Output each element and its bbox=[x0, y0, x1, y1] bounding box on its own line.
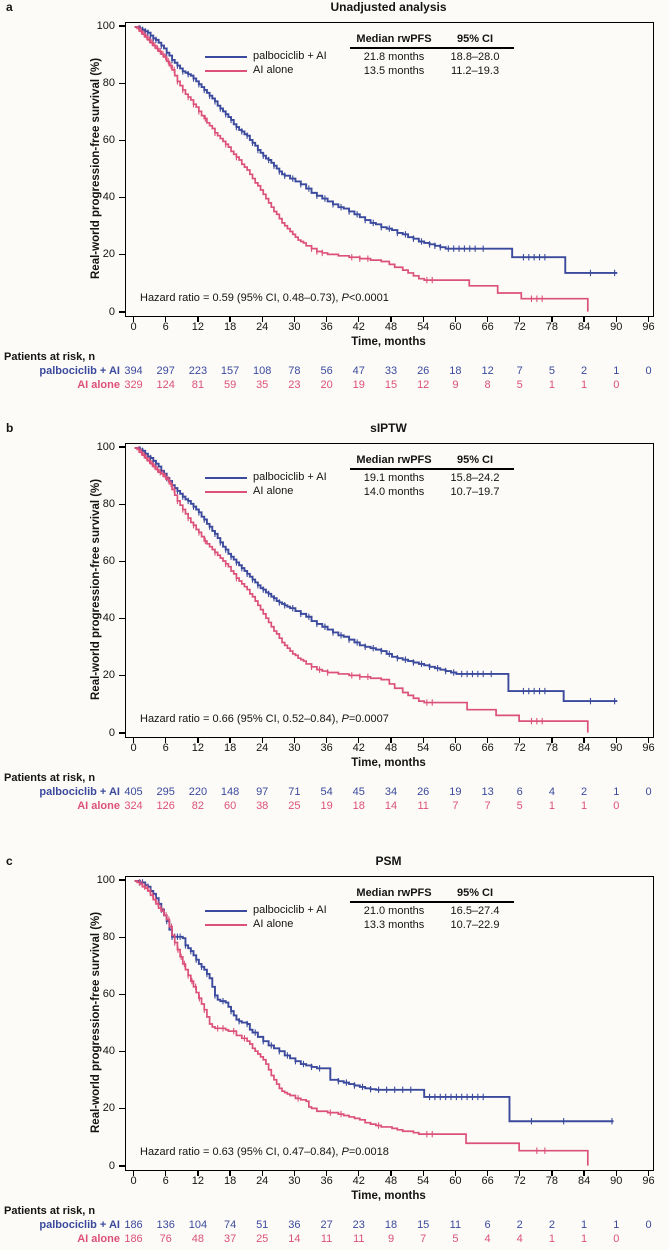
risk-count: 27 bbox=[320, 1219, 333, 1231]
risk-count: 23 bbox=[352, 1219, 365, 1231]
risk-count: 126 bbox=[156, 800, 175, 812]
risk-count: 0 bbox=[645, 1219, 652, 1231]
stats-header-median: Median rwPFS bbox=[356, 887, 432, 899]
risk-count: 324 bbox=[124, 800, 143, 812]
x-tick-label: 24 bbox=[256, 321, 269, 333]
legend-label-palbociclib: palbociclib + AI bbox=[253, 904, 327, 916]
x-tick-label: 18 bbox=[223, 1175, 237, 1187]
risk-count: 38 bbox=[256, 800, 269, 812]
y-tick-mark bbox=[119, 254, 125, 255]
median-ai-alone: 13.3 months bbox=[363, 919, 425, 931]
legend-label-palbociclib: palbociclib + AI bbox=[253, 471, 327, 483]
x-tick-label: 78 bbox=[545, 742, 559, 754]
legend-line-palbociclib bbox=[205, 910, 247, 912]
risk-count: 18 bbox=[352, 800, 365, 812]
y-tick-label: 100 bbox=[96, 440, 115, 453]
risk-count: 19 bbox=[320, 800, 333, 812]
censor-ticks-palbociclib bbox=[140, 446, 615, 704]
risk-table-header: Patients at risk, n bbox=[4, 1205, 96, 1217]
x-tick-label: 78 bbox=[545, 1175, 559, 1187]
y-tick-label: 80 bbox=[102, 497, 115, 510]
panel-title: sIPTW bbox=[370, 421, 407, 435]
y-tick-label: 40 bbox=[102, 612, 115, 625]
p-italic: P bbox=[341, 1146, 349, 1158]
risk-count: 2 bbox=[548, 1219, 555, 1231]
y-tick-label: 60 bbox=[102, 133, 115, 146]
ci-palbociclib: 16.5–27.4 bbox=[450, 905, 500, 917]
risk-count: 394 bbox=[124, 365, 143, 377]
legend-label-palbociclib: palbociclib + AI bbox=[253, 50, 327, 62]
risk-count: 0 bbox=[645, 365, 652, 377]
y-tick-label: 100 bbox=[96, 19, 115, 32]
risk-count: 76 bbox=[159, 1233, 172, 1245]
risk-count: 295 bbox=[156, 786, 175, 798]
risk-count: 11 bbox=[449, 1219, 462, 1231]
y-tick-mark bbox=[119, 675, 125, 676]
y-tick-label: 60 bbox=[102, 987, 115, 1000]
risk-count: 136 bbox=[156, 1219, 175, 1231]
legend-label-ai-alone: AI alone bbox=[253, 485, 294, 497]
risk-count: 56 bbox=[320, 365, 333, 377]
y-tick-mark bbox=[119, 879, 125, 880]
x-tick-label: 0 bbox=[130, 321, 137, 333]
risk-count: 405 bbox=[124, 786, 143, 798]
risk-count: 7 bbox=[516, 365, 523, 377]
risk-count: 6 bbox=[516, 786, 523, 798]
x-axis-title: Time, months bbox=[351, 336, 426, 348]
risk-count: 4 bbox=[516, 1233, 523, 1245]
stats-header-rule bbox=[350, 901, 514, 903]
risk-count: 5 bbox=[452, 1233, 459, 1245]
risk-count: 26 bbox=[417, 365, 430, 377]
x-tick-label: 6 bbox=[162, 1175, 169, 1187]
risk-count: 18 bbox=[384, 1219, 398, 1231]
risk-count: 34 bbox=[384, 786, 398, 798]
x-tick-label: 60 bbox=[449, 321, 462, 333]
risk-label-palbociclib: palbociclib + AI bbox=[39, 786, 120, 798]
x-tick-label: 96 bbox=[642, 742, 655, 754]
x-tick-label: 30 bbox=[288, 1175, 301, 1187]
x-tick-label: 18 bbox=[223, 742, 237, 754]
y-tick-label: 40 bbox=[102, 191, 115, 204]
risk-count: 297 bbox=[156, 365, 175, 377]
risk-count: 1 bbox=[548, 379, 555, 391]
risk-count: 1 bbox=[581, 800, 588, 812]
risk-count: 2 bbox=[581, 786, 588, 798]
y-tick-label: 0 bbox=[108, 1159, 115, 1172]
risk-count: 82 bbox=[191, 800, 205, 812]
legend-line-palbociclib bbox=[205, 477, 247, 479]
hazard-ratio-text: Hazard ratio = 0.59 (95% CI, 0.48–0.73), P<0.0001 bbox=[140, 292, 389, 304]
x-tick-label: 0 bbox=[130, 742, 137, 754]
risk-count: 47 bbox=[352, 365, 365, 377]
risk-count: 7 bbox=[420, 1233, 427, 1245]
stats-header-median: Median rwPFS bbox=[356, 33, 432, 45]
panel-letter: c bbox=[6, 854, 13, 868]
y-tick-mark bbox=[119, 1051, 125, 1052]
x-tick-label: 78 bbox=[545, 321, 559, 333]
risk-count: 1 bbox=[581, 1219, 588, 1231]
risk-count: 2 bbox=[581, 365, 588, 377]
x-tick-label: 72 bbox=[513, 742, 526, 754]
risk-count: 54 bbox=[320, 786, 333, 798]
hazard-ratio-text: Hazard ratio = 0.63 (95% CI, 0.47–0.84), P=0.0018 bbox=[140, 1146, 389, 1158]
p-italic: P bbox=[341, 713, 349, 725]
x-tick-label: 48 bbox=[384, 1175, 398, 1187]
y-tick-mark bbox=[119, 504, 125, 505]
y-tick-mark bbox=[119, 994, 125, 995]
x-tick-label: 84 bbox=[577, 321, 591, 333]
ci-ai-alone: 10.7–19.7 bbox=[450, 486, 500, 498]
x-tick-label: 36 bbox=[320, 1175, 333, 1187]
risk-count: 5 bbox=[516, 379, 523, 391]
y-tick-mark bbox=[119, 732, 125, 733]
median-palbociclib: 19.1 months bbox=[363, 472, 425, 484]
risk-count: 14 bbox=[384, 800, 398, 812]
x-tick-label: 66 bbox=[481, 1175, 494, 1187]
risk-count: 186 bbox=[124, 1219, 143, 1231]
risk-table-header: Patients at risk, n bbox=[4, 351, 96, 363]
risk-count: 23 bbox=[288, 379, 301, 391]
risk-count: 71 bbox=[288, 786, 301, 798]
median-ai-alone: 13.5 months bbox=[363, 65, 425, 77]
risk-count: 1 bbox=[581, 1233, 588, 1245]
x-tick-label: 54 bbox=[417, 742, 430, 754]
y-tick-mark bbox=[119, 140, 125, 141]
y-tick-label: 100 bbox=[96, 873, 115, 886]
y-tick-mark bbox=[119, 1108, 125, 1109]
risk-count: 14 bbox=[288, 1233, 301, 1245]
risk-count: 104 bbox=[188, 1219, 208, 1231]
risk-count: 48 bbox=[191, 1233, 205, 1245]
x-tick-label: 12 bbox=[191, 742, 205, 754]
x-tick-label: 0 bbox=[130, 1175, 137, 1187]
panel-letter: b bbox=[6, 421, 14, 435]
y-axis-title: Real-world progression-free survival (%) bbox=[90, 911, 102, 1134]
risk-count: 81 bbox=[191, 379, 205, 391]
x-tick-label: 36 bbox=[320, 321, 333, 333]
y-tick-mark bbox=[119, 618, 125, 619]
x-tick-label: 24 bbox=[256, 742, 269, 754]
panel-siptw bbox=[0, 421, 669, 821]
y-tick-mark bbox=[119, 25, 125, 26]
risk-count: 11 bbox=[417, 800, 429, 812]
legend-line-ai-alone bbox=[205, 924, 247, 926]
x-tick-label: 84 bbox=[577, 742, 591, 754]
legend-line-palbociclib bbox=[205, 56, 247, 58]
risk-count: 13 bbox=[481, 786, 494, 798]
risk-count: 5 bbox=[516, 800, 523, 812]
risk-count: 25 bbox=[288, 800, 301, 812]
risk-count: 220 bbox=[188, 786, 208, 798]
risk-count: 35 bbox=[256, 379, 269, 391]
risk-count: 8 bbox=[484, 379, 491, 391]
risk-count: 1 bbox=[581, 379, 588, 391]
panel-unadjusted bbox=[0, 0, 669, 400]
x-tick-label: 30 bbox=[288, 321, 301, 333]
ci-ai-alone: 10.7–22.9 bbox=[450, 919, 500, 931]
x-tick-label: 12 bbox=[191, 321, 205, 333]
x-tick-label: 90 bbox=[610, 742, 623, 754]
median-ai-alone: 14.0 months bbox=[363, 486, 425, 498]
x-tick-label: 90 bbox=[610, 321, 623, 333]
risk-count: 19 bbox=[449, 786, 462, 798]
risk-count: 186 bbox=[124, 1233, 143, 1245]
risk-table-header: Patients at risk, n bbox=[4, 772, 96, 784]
risk-count: 12 bbox=[481, 365, 494, 377]
y-tick-label: 20 bbox=[102, 248, 115, 261]
y-tick-mark bbox=[119, 937, 125, 938]
risk-count: 329 bbox=[124, 379, 143, 391]
x-tick-label: 84 bbox=[577, 1175, 591, 1187]
panel-title: Unadjusted analysis bbox=[330, 0, 447, 14]
risk-count: 1 bbox=[613, 786, 620, 798]
x-tick-label: 12 bbox=[191, 1175, 205, 1187]
y-tick-mark bbox=[119, 1165, 125, 1166]
x-tick-label: 48 bbox=[384, 742, 398, 754]
x-tick-label: 6 bbox=[162, 321, 169, 333]
x-axis-title: Time, months bbox=[351, 1190, 426, 1202]
y-axis-title: Real-world progression-free survival (%) bbox=[90, 478, 102, 701]
risk-count: 15 bbox=[384, 379, 398, 391]
legend-label-ai-alone: AI alone bbox=[253, 918, 294, 930]
risk-count: 1 bbox=[613, 365, 620, 377]
x-axis-title: Time, months bbox=[351, 757, 426, 769]
x-tick-label: 6 bbox=[162, 742, 169, 754]
risk-count: 51 bbox=[256, 1219, 269, 1231]
p-italic: P bbox=[341, 292, 349, 304]
x-tick-label: 54 bbox=[417, 321, 430, 333]
km-curve-palbociclib bbox=[135, 27, 618, 273]
x-tick-label: 60 bbox=[449, 1175, 462, 1187]
y-axis-title: Real-world progression-free survival (%) bbox=[90, 57, 102, 280]
x-tick-label: 96 bbox=[642, 321, 655, 333]
risk-count: 45 bbox=[352, 786, 365, 798]
x-tick-label: 96 bbox=[642, 1175, 655, 1187]
y-tick-mark bbox=[119, 446, 125, 447]
panel-letter: a bbox=[6, 0, 13, 14]
km-curve-palbociclib bbox=[135, 881, 614, 1121]
risk-count: 0 bbox=[613, 800, 620, 812]
legend-line-ai-alone bbox=[205, 70, 247, 72]
risk-count: 19 bbox=[352, 379, 365, 391]
x-tick-label: 72 bbox=[513, 1175, 526, 1187]
risk-count: 25 bbox=[256, 1233, 269, 1245]
risk-count: 7 bbox=[452, 800, 459, 812]
risk-count: 78 bbox=[288, 365, 301, 377]
x-tick-label: 42 bbox=[352, 742, 365, 754]
risk-count: 9 bbox=[452, 379, 459, 391]
risk-label-ai-alone: AI alone bbox=[77, 1233, 120, 1245]
y-tick-label: 20 bbox=[102, 1102, 115, 1115]
risk-count: 7 bbox=[484, 800, 491, 812]
risk-count: 4 bbox=[548, 786, 555, 798]
y-tick-label: 0 bbox=[108, 726, 115, 739]
y-tick-mark bbox=[119, 197, 125, 198]
risk-count: 4 bbox=[484, 1233, 491, 1245]
x-tick-label: 66 bbox=[481, 742, 494, 754]
risk-count: 124 bbox=[156, 379, 175, 391]
risk-count: 36 bbox=[288, 1219, 301, 1231]
risk-count: 18 bbox=[449, 365, 462, 377]
x-tick-label: 24 bbox=[256, 1175, 269, 1187]
risk-count: 97 bbox=[256, 786, 269, 798]
stats-header-ci: 95% CI bbox=[456, 454, 494, 466]
risk-count: 11 bbox=[353, 1233, 365, 1245]
ci-palbociclib: 15.8–24.2 bbox=[450, 472, 500, 484]
ci-ai-alone: 11.2–19.3 bbox=[450, 65, 500, 77]
stats-header-ci: 95% CI bbox=[456, 887, 494, 899]
stats-header-rule bbox=[350, 47, 514, 49]
risk-count: 33 bbox=[384, 365, 398, 377]
risk-count: 59 bbox=[223, 379, 237, 391]
risk-count: 6 bbox=[484, 1219, 491, 1231]
risk-count: 223 bbox=[188, 365, 208, 377]
risk-label-palbociclib: palbociclib + AI bbox=[39, 365, 120, 377]
stats-header-rule bbox=[350, 468, 514, 470]
median-palbociclib: 21.8 months bbox=[363, 51, 425, 63]
risk-count: 12 bbox=[417, 379, 430, 391]
x-tick-label: 48 bbox=[384, 321, 398, 333]
risk-count: 148 bbox=[220, 786, 240, 798]
risk-count: 74 bbox=[223, 1219, 237, 1231]
y-tick-label: 40 bbox=[102, 1045, 115, 1058]
risk-label-ai-alone: AI alone bbox=[77, 800, 120, 812]
risk-count: 1 bbox=[613, 1219, 620, 1231]
risk-count: 1 bbox=[548, 800, 555, 812]
y-tick-label: 20 bbox=[102, 669, 115, 682]
risk-count: 26 bbox=[417, 786, 430, 798]
x-tick-label: 30 bbox=[288, 742, 301, 754]
y-tick-mark bbox=[119, 83, 125, 84]
risk-count: 11 bbox=[320, 1233, 333, 1245]
x-tick-label: 42 bbox=[352, 1175, 365, 1187]
y-tick-mark bbox=[119, 311, 125, 312]
stats-header-median: Median rwPFS bbox=[356, 454, 432, 466]
ci-palbociclib: 18.8–28.0 bbox=[450, 51, 500, 63]
y-tick-mark bbox=[119, 561, 125, 562]
risk-count: 1 bbox=[548, 1233, 555, 1245]
y-tick-label: 80 bbox=[102, 76, 115, 89]
x-tick-label: 66 bbox=[481, 321, 494, 333]
x-tick-label: 36 bbox=[320, 742, 333, 754]
y-tick-label: 0 bbox=[108, 305, 115, 318]
legend-label-ai-alone: AI alone bbox=[253, 64, 294, 76]
risk-count: 157 bbox=[220, 365, 240, 377]
risk-count: 37 bbox=[223, 1233, 237, 1245]
panel-title: PSM bbox=[375, 854, 402, 868]
x-tick-label: 18 bbox=[223, 321, 237, 333]
risk-count: 0 bbox=[645, 786, 652, 798]
risk-count: 0 bbox=[613, 1233, 620, 1245]
x-tick-label: 72 bbox=[513, 321, 526, 333]
y-tick-label: 80 bbox=[102, 930, 115, 943]
risk-label-palbociclib: palbociclib + AI bbox=[39, 1219, 120, 1231]
legend-line-ai-alone bbox=[205, 491, 247, 493]
risk-count: 9 bbox=[387, 1233, 395, 1245]
x-tick-label: 60 bbox=[449, 742, 462, 754]
hazard-ratio-text: Hazard ratio = 0.66 (95% CI, 0.52–0.84), P=0.0007 bbox=[140, 713, 389, 725]
risk-count: 60 bbox=[223, 800, 237, 812]
panel-psm bbox=[0, 854, 669, 1250]
risk-count: 15 bbox=[417, 1219, 430, 1231]
risk-count: 0 bbox=[613, 379, 620, 391]
risk-count: 2 bbox=[516, 1219, 523, 1231]
median-palbociclib: 21.0 months bbox=[363, 905, 425, 917]
stats-header-ci: 95% CI bbox=[456, 33, 494, 45]
risk-count: 20 bbox=[320, 379, 333, 391]
x-tick-label: 42 bbox=[352, 321, 365, 333]
y-tick-label: 60 bbox=[102, 554, 115, 567]
risk-count: 5 bbox=[548, 365, 555, 377]
x-tick-label: 90 bbox=[610, 1175, 623, 1187]
x-tick-label: 54 bbox=[417, 1175, 430, 1187]
risk-count: 108 bbox=[253, 365, 272, 377]
risk-label-ai-alone: AI alone bbox=[77, 379, 120, 391]
